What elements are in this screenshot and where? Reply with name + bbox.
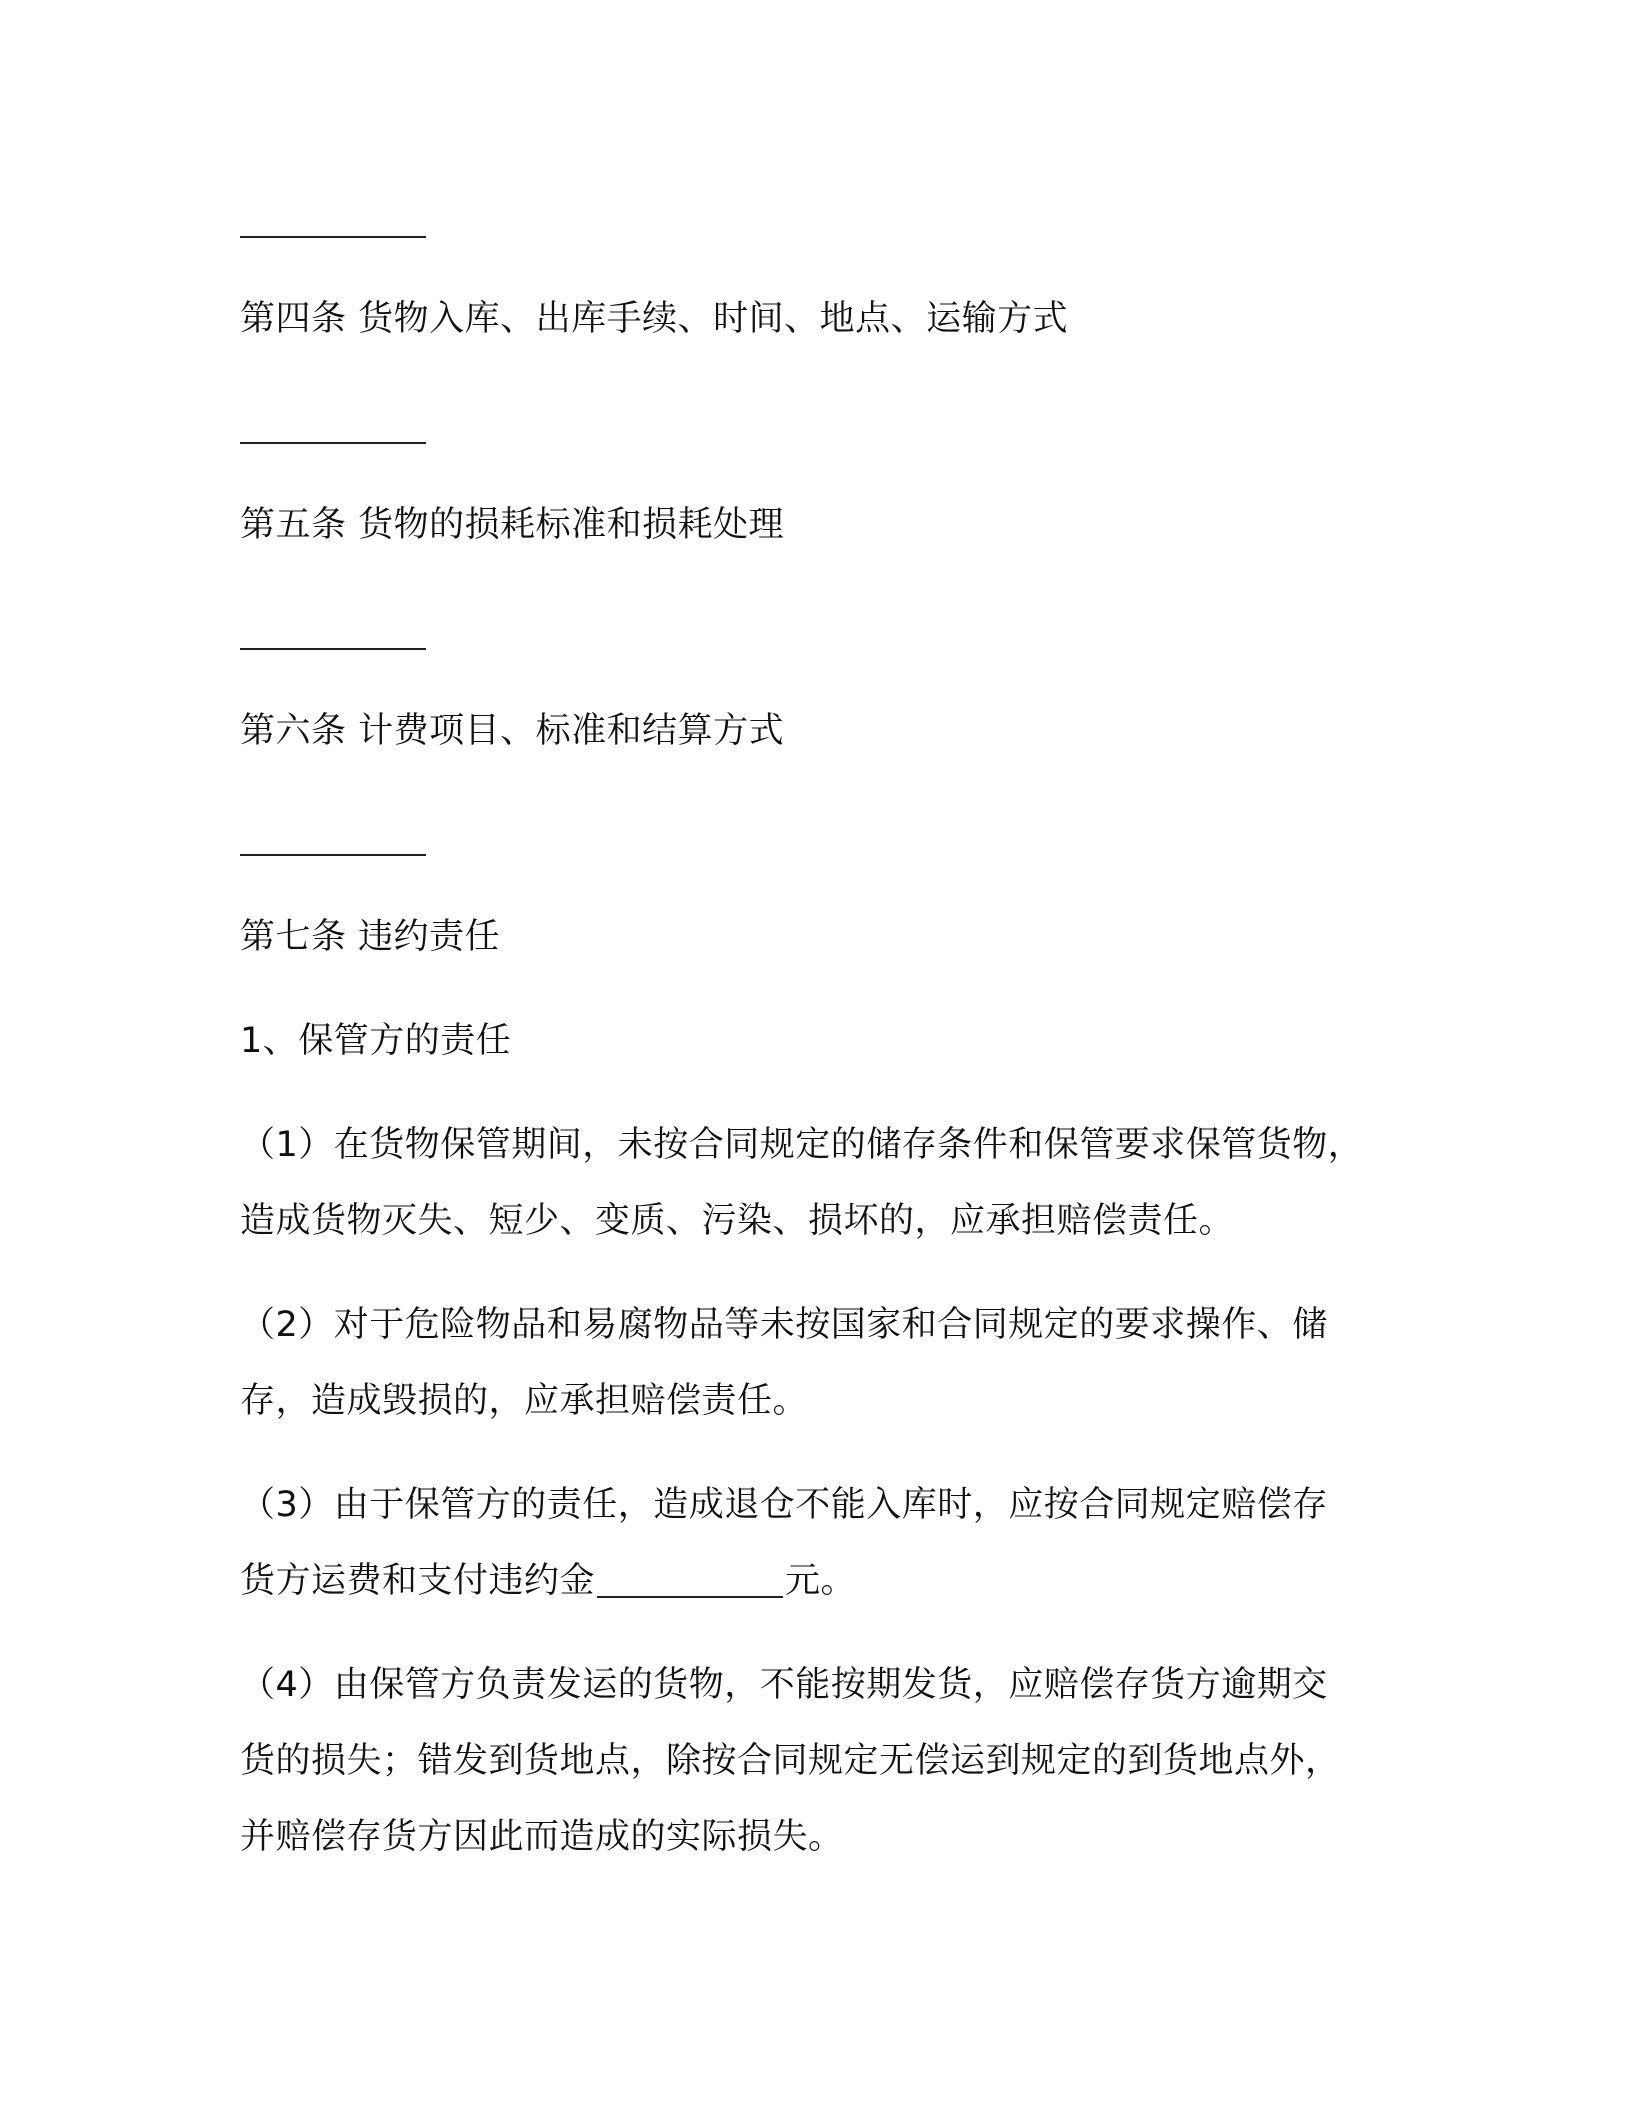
clause-1-line-1: （1）在货物保管期间，未按合同规定的储存条件和保管要求保管货物， xyxy=(240,1125,1364,1165)
section-1-heading: 1、保管方的责任 xyxy=(240,1021,512,1061)
clause-1-line-2: 造成货物灭失、短少、变质、污染、损坏的，应承担赔偿责任。 xyxy=(240,1201,1235,1241)
clause-3-line-2-unit: 元。 xyxy=(785,1561,857,1601)
clause-4-line-1: （4）由保管方负责发运的货物，不能按期发货，应赔偿存货方逾期交 xyxy=(240,1665,1328,1705)
blank-line-1 xyxy=(240,236,426,238)
clause-3-line-1: （3）由于保管方的责任，造成退仓不能入库时，应按合同规定赔偿存 xyxy=(240,1485,1328,1525)
clause-2-line-1: （2）对于危险物品和易腐物品等未按国家和合同规定的要求操作、储 xyxy=(240,1305,1328,1345)
clause-2-line-2: 存，造成毁损的，应承担赔偿责任。 xyxy=(240,1381,809,1421)
clause-4-line-3: 并赔偿存货方因此而造成的实际损失。 xyxy=(240,1817,844,1857)
article-7-title: 第七条 违约责任 xyxy=(240,917,501,957)
clause-3-line-2 xyxy=(240,1560,856,1602)
clause-3-line-2-text: 货方运费和支付违约金 xyxy=(240,1561,596,1601)
blank-line-2 xyxy=(240,442,426,444)
article-4-title: 第四条 货物入库、出库手续、时间、地点、运输方式 xyxy=(240,299,1069,339)
penalty-amount-blank xyxy=(597,1596,783,1598)
blank-line-4 xyxy=(240,854,426,856)
clause-4-line-2: 货的损失；错发到货地点，除按合同规定无偿运到规定的到货地点外， xyxy=(240,1741,1341,1781)
article-5-title: 第五条 货物的损耗标准和损耗处理 xyxy=(240,505,785,545)
blank-line-3 xyxy=(240,648,426,650)
article-6-title: 第六条 计费项目、标准和结算方式 xyxy=(240,711,785,751)
